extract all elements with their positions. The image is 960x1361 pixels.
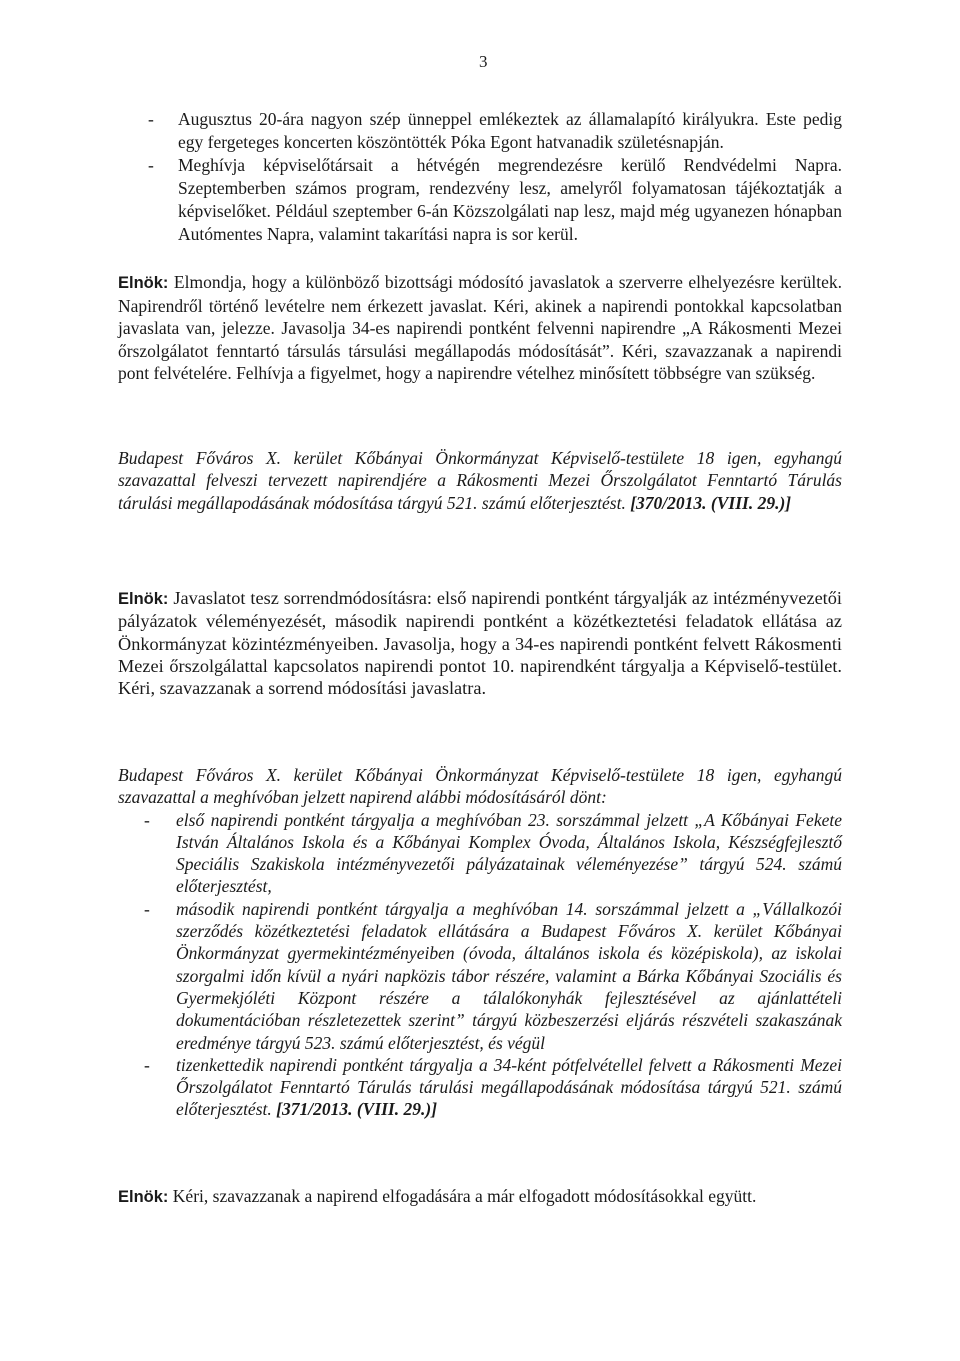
list-item bbox=[118, 108, 842, 154]
statement-text: Kéri, szavazzanak a napirend elfogadására a már elfogadott módosításokkal együtt. bbox=[172, 1186, 757, 1206]
page-number: 3 bbox=[479, 52, 488, 71]
speaker-label: Elnök: bbox=[118, 590, 169, 608]
resolution-ref: [370/2013. (VIII. 29.)] bbox=[630, 492, 792, 513]
list-dash: - bbox=[144, 809, 150, 830]
announcement-list bbox=[118, 108, 842, 246]
resolution-1 bbox=[118, 447, 842, 514]
list-item-text: Augusztus 20-ára nagyon szép ünneppel emlékeztek az államalapító királyukra. Este pedig egy fergeteges koncerten köszöntötték Póka Egont hatvanadik születésnapján. bbox=[178, 109, 842, 152]
statement-text: Elmondja, hogy a különböző bizottsági módosító javaslatok a szerverre elhelyezésre kerültek. Napirendről történő levételre nem érkezett javaslat. Kéri, akinek a napirendi pontokkal kapcsolatban javaslata van, jelezze. Javasolja 34-es napirendi pontként felvenni napirendre „A Rákosmenti Mezei őrszolgálatot fenntartó társulás társulási megállapodás módosítását”. Kéri, szavazzanak a napirendi pont felvételére. Felhívja a figyelmet, hogy a napirendre vételhez minősített többségre van szükség. bbox=[118, 272, 842, 383]
list-item bbox=[118, 809, 842, 898]
list-dash: - bbox=[148, 109, 154, 129]
speaker-label: Elnök: bbox=[118, 1188, 169, 1206]
chair-statement-3 bbox=[118, 1185, 842, 1208]
chair-statement-2 bbox=[118, 587, 842, 699]
list-item-text: első napirendi pontként tárgyalja a meghívóban 23. sorszámmal jelzett „A Kőbányai Fekete István Általános Iskola és a Kőbányai Komplex Óvoda, Általános Iskola, Készségfejlesztő Speciális Szakiskola intézményvezetői pályázatainak véleményezése” tárgyú 524. számú előterjesztést, bbox=[176, 809, 842, 897]
resolution-2 bbox=[118, 764, 842, 1121]
list-item bbox=[118, 1054, 842, 1121]
speaker-label: Elnök: bbox=[118, 274, 169, 292]
resolution-list bbox=[118, 809, 842, 1121]
list-dash: - bbox=[148, 155, 154, 175]
chair-statement-1 bbox=[118, 271, 842, 385]
list-item bbox=[118, 898, 842, 1054]
list-item-text: tizenkettedik napirendi pontként tárgyalja a 34-ként pótfelvétellel felvett a Rákosmenti Mezei Őrszolgálatot Fenntartó Tárulás tárulási megállapodásának módosítása tárgyú 521. számú előterjesztést. bbox=[176, 1054, 842, 1120]
statement-text: Javaslatot tesz sorrendmódosításra: első napirendi pontként tárgyalják az intézményvezetői pályázatok véleményezését, második napirendi pontként a közétkeztetési feladatok ellátása az Önkormányzat közintézményeiben. Javasolja, hogy a 34-es napirendi pontként felvett Rákosmenti Mezei őrszolgálattal kapcsolatos napirendi pontot 10. napirendként tárgyalja a Képviselő-testület. Kéri, szavazzanak a sorrend módosítási javaslatra. bbox=[118, 588, 842, 699]
list-item-text: Meghívja képviselőtársait a hétvégén megrendezésre kerülő Rendvédelmi Napra. Szeptemberben számos program, rendezvény lesz, amelyről folyamatosan tájékoztatják a képviselőket. Például szeptember 6-án Közszolgálati nap lesz, majd még ugyanezen hónapban Autómentes Napra, valamint takarítási napra is sor kerül. bbox=[178, 155, 842, 244]
resolution-intro: Budapest Főváros X. kerület Kőbányai Önkormányzat Képviselő-testülete 18 igen, egyhangú szavazattal a meghívóban jelzett napirend alábbi módosításáról dönt: bbox=[118, 765, 842, 808]
list-item bbox=[118, 154, 842, 246]
list-dash: - bbox=[144, 1054, 150, 1075]
resolution-text: Budapest Főváros X. kerület Kőbányai Önkormányzat Képviselő-testülete 18 igen, egyhangú szavazattal felveszi tervezett napirendjére a Rákosmenti Mezei Őrszolgálatot Fenntartó Tárulás tárulási megállapodásának módosítása tárgyú 521. számú előterjesztést. bbox=[118, 448, 842, 513]
list-dash: - bbox=[144, 898, 150, 919]
list-item-text: második napirendi pontként tárgyalja a meghívóban 14. sorszámmal jelzett a „Vállalkozói szerződés közétkeztetési feladatok ellátására a Budapest Főváros X. kerület Kőbányai Önkormányzat gyermekintézményeiben (óvoda, általános iskola és középiskola), az iskolai szorgalmi időn kívül a nyári napközis tábor részére, valamint a Bárka Kőbányai Szociális és Gyermekjóléti Központ részére a tálalókonyhák fejlesztésével az ajánlattételi dokumentációban részletezettek szerint” tárgyú közbeszerzési eljárás részvételi szakaszának eredménye tárgyú 523. számú előterjesztést, és végül bbox=[176, 898, 842, 1053]
resolution-ref: [371/2013. (VIII. 29.)] bbox=[276, 1099, 438, 1120]
